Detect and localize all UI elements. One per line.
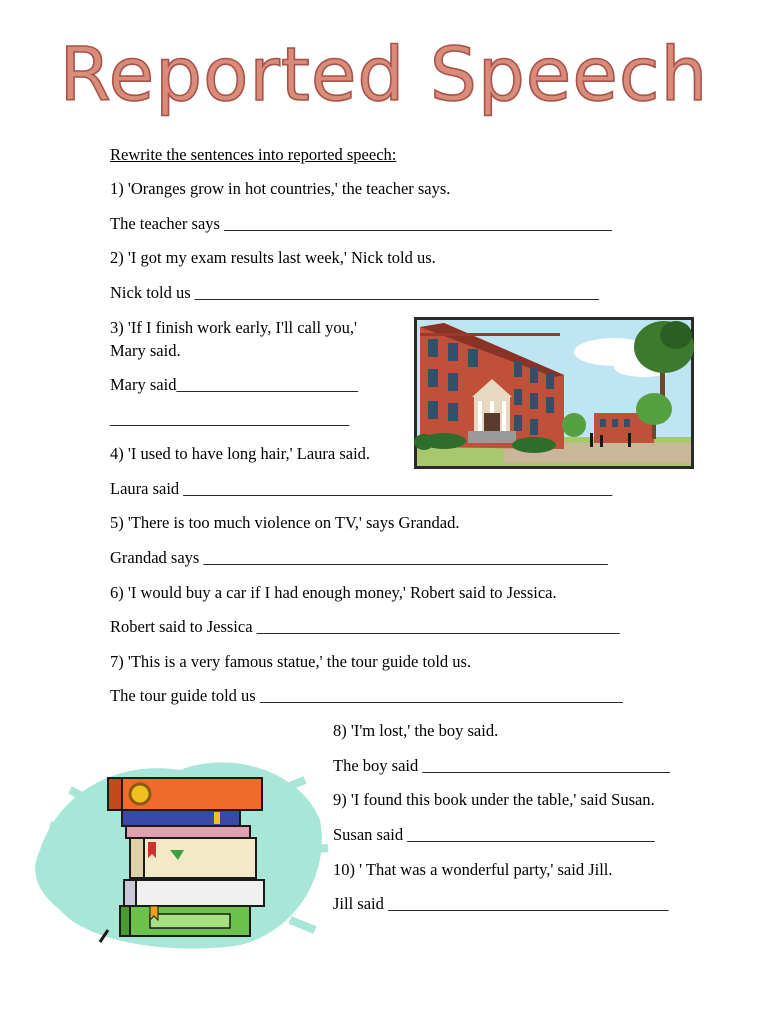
- answer-line-2[interactable]: Nick told us _________________________________________________: [110, 283, 600, 302]
- instructions: Rewrite the sentences into reported speech:: [110, 145, 397, 164]
- answer-line-7[interactable]: The tour guide told us ____________________________________________: [110, 686, 623, 705]
- answer-line-8[interactable]: The boy said ______________________________: [333, 756, 670, 775]
- answer-line-1[interactable]: The teacher says _______________________________________________: [110, 214, 612, 233]
- question-1: 1) 'Oranges grow in hot countries,' the teacher says.: [110, 179, 451, 198]
- answer-line-4[interactable]: Laura said ____________________________________________________: [110, 479, 613, 498]
- answer-line-10[interactable]: Jill said __________________________________: [333, 894, 669, 913]
- question-3-line-2: Mary said.: [110, 341, 181, 360]
- question-6: 6) 'I would buy a car if I had enough money,' Robert said to Jessica.: [110, 583, 557, 602]
- question-10: 10) ' That was a wonderful party,' said Jill.: [333, 860, 613, 879]
- answer-line-5[interactable]: Grandad says _________________________________________________: [110, 548, 608, 567]
- books-stack-image: [30, 730, 330, 955]
- school-building-image: [414, 317, 694, 469]
- question-7: 7) 'This is a very famous statue,' the tour guide told us.: [110, 652, 472, 671]
- answer-line-6[interactable]: Robert said to Jessica ____________________________________________: [110, 617, 620, 636]
- question-9: 9) 'I found this book under the table,' said Susan.: [333, 790, 655, 809]
- question-3-line-1: 3) 'If I finish work early, I'll call you,': [110, 318, 358, 337]
- answer-line-9[interactable]: Susan said ______________________________: [333, 825, 655, 844]
- question-8: 8) 'I'm lost,' the boy said.: [333, 721, 499, 740]
- question-5: 5) 'There is too much violence on TV,' says Grandad.: [110, 513, 460, 532]
- question-2: 2) 'I got my exam results last week,' Nick told us.: [110, 248, 436, 267]
- answer-line-3b[interactable]: _____________________________: [110, 409, 350, 428]
- question-4: 4) 'I used to have long hair,' Laura said.: [110, 444, 371, 463]
- worksheet-title: Reported Speech: [59, 32, 709, 118]
- answer-line-3a[interactable]: Mary said______________________: [110, 375, 358, 394]
